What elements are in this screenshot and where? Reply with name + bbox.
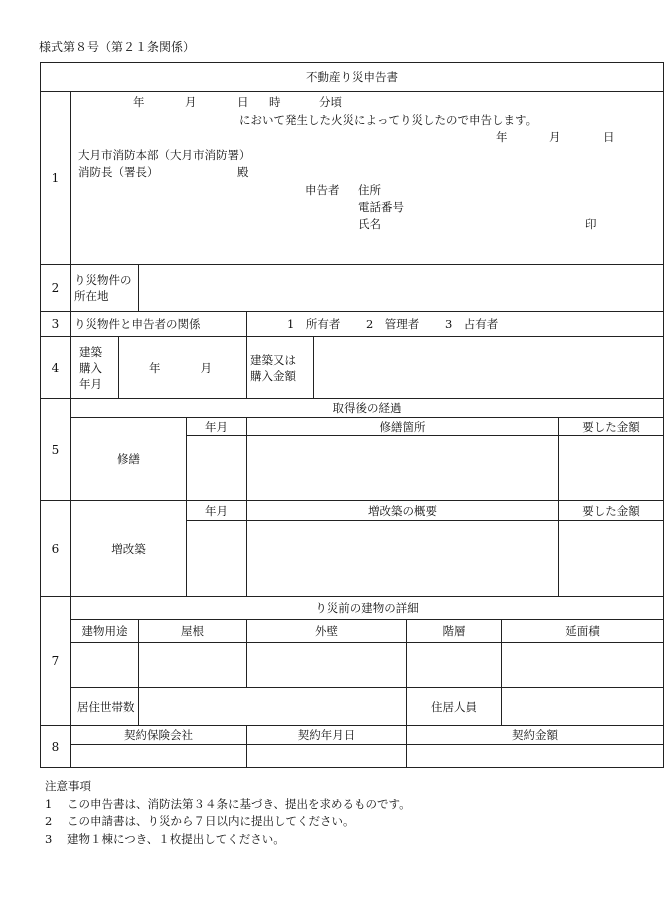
repair-date-header: 年月	[187, 418, 247, 436]
renovation-summary-field[interactable]	[247, 521, 559, 597]
row-number-8: 8	[41, 726, 71, 768]
name-label: 氏名	[358, 217, 381, 231]
row-number-4: 4	[41, 337, 71, 399]
built-purchased-date-label: 建築 購入 年月	[71, 337, 119, 399]
contract-amount-header: 契約金額	[407, 726, 664, 745]
building-use-header: 建物用途	[71, 620, 139, 643]
declaration-section	[71, 92, 664, 265]
seal-label: 印	[585, 217, 597, 231]
floor-area-field[interactable]	[502, 643, 664, 688]
exterior-wall-field[interactable]	[247, 643, 407, 688]
row-number-7: 7	[41, 597, 71, 726]
fire-minute-label: 分頃	[319, 95, 342, 109]
fire-day-label: 日	[237, 95, 249, 109]
address-label: 住所	[358, 183, 381, 197]
repair-cost-header: 要した金額	[559, 418, 664, 436]
floors-header: 階層	[407, 620, 502, 643]
renovation-date-field[interactable]	[187, 521, 247, 597]
insurer-header: 契約保険会社	[71, 726, 247, 745]
repair-label: 修繕	[71, 418, 187, 501]
built-purchased-date-field[interactable]	[119, 337, 247, 399]
note-item: 1 この申告書は、消防法第３４条に基づき、提出を求めるものです。	[45, 796, 411, 811]
building-details-heading: り災前の建物の詳細	[71, 597, 664, 620]
building-use-field[interactable]	[71, 643, 139, 688]
repair-cost-field[interactable]	[559, 436, 664, 501]
application-form-table	[40, 62, 664, 768]
households-label: 居住世帯数	[71, 688, 139, 726]
month-unit: 月	[200, 360, 212, 375]
fire-month-label: 月	[185, 95, 197, 109]
residents-label: 住居人員	[407, 688, 502, 726]
amount-field[interactable]	[314, 337, 664, 399]
roof-header: 屋根	[139, 620, 247, 643]
option-manager[interactable]: 2 管理者	[365, 317, 420, 331]
exterior-wall-header: 外壁	[247, 620, 407, 643]
addressee-office: 大月市消防本部（大月市消防署）	[78, 148, 251, 162]
households-field[interactable]	[139, 688, 407, 726]
row-number-5: 5	[41, 399, 71, 501]
contract-amount-field[interactable]	[407, 745, 664, 768]
honorific: 殿	[237, 165, 249, 179]
notes-section	[45, 778, 411, 848]
relationship-options	[247, 312, 664, 337]
residents-field[interactable]	[502, 688, 664, 726]
fire-hour-label: 時	[269, 95, 281, 109]
declaration-statement: において発生した火災によってり災したので申告します。	[239, 113, 538, 127]
floors-field[interactable]	[407, 643, 502, 688]
repair-date-field[interactable]	[187, 436, 247, 501]
form-number: 様式第８号（第２１条関係）	[39, 40, 196, 54]
insurer-field[interactable]	[71, 745, 247, 768]
note-item: 2 この申請書は、り災から７日以内に提出してください。	[45, 814, 355, 828]
repair-location-header: 修繕箇所	[247, 418, 559, 436]
contract-date-field[interactable]	[247, 745, 407, 768]
row-number-2: 2	[41, 265, 71, 312]
renovation-cost-header: 要した金額	[559, 501, 664, 521]
applicant-label: 申告者	[305, 183, 340, 197]
submit-day-label: 日	[603, 130, 615, 144]
relationship-label: り災物件と申告者の関係	[71, 312, 247, 337]
floor-area-header: 延面積	[502, 620, 664, 643]
year-unit: 年	[149, 360, 161, 375]
fire-year-label: 年	[133, 95, 145, 109]
row-number-3: 3	[41, 312, 71, 337]
phone-label: 電話番号	[358, 200, 404, 214]
post-acquisition-heading: 取得後の経過	[71, 399, 664, 418]
submit-month-label: 月	[549, 130, 561, 144]
renovation-cost-field[interactable]	[559, 521, 664, 597]
roof-field[interactable]	[139, 643, 247, 688]
option-owner[interactable]: 1 所有者	[287, 317, 341, 331]
renovation-date-header: 年月	[187, 501, 247, 521]
property-location-field[interactable]	[139, 265, 664, 312]
row-number-6: 6	[41, 501, 71, 597]
notes-title: 注意事項	[45, 779, 91, 793]
renovation-summary-header: 増改築の概要	[247, 501, 559, 521]
option-occupant[interactable]: 3 占有者	[444, 317, 499, 331]
note-item: 3 建物１棟につき、１枚提出してください。	[45, 831, 285, 846]
repair-location-field[interactable]	[247, 436, 559, 501]
submit-year-label: 年	[496, 130, 508, 144]
row-number-1: 1	[41, 92, 71, 265]
amount-label: 建築又は 購入金額	[247, 337, 314, 399]
renovation-label: 増改築	[71, 501, 187, 597]
property-location-label: り災物件の 所在地	[71, 265, 139, 312]
addressee-chief: 消防長（署長）	[78, 165, 159, 179]
form-title: 不動産り災申告書	[41, 63, 664, 92]
contract-date-header: 契約年月日	[247, 726, 407, 745]
